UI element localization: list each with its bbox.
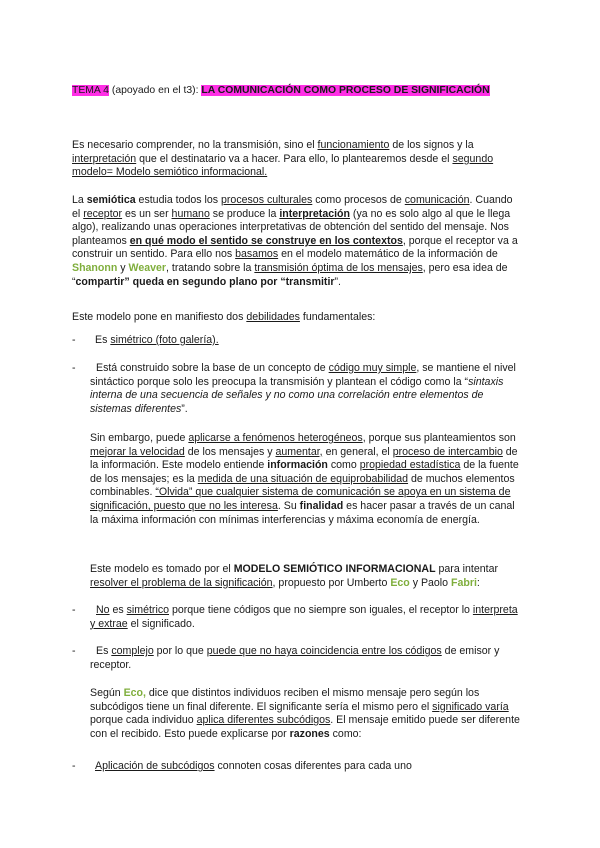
title-heading: LA COMUNICACIÓN COMO PROCESO DE SIGNIFICACIÓN	[201, 85, 490, 96]
list-item-codigo: Está construido sobre la base de un concepto de código muy simple, se mantiene el nivel sintáctico porque solo les preocupa la transmisión y plantean el código como la “sintaxis interna de una secuencia de señales y no como una correlación entre elementos de sistemas diferentes”.	[90, 362, 516, 415]
list-bullet: -	[72, 645, 76, 657]
list-item-simetrico: Es simétrico (foto galería).	[95, 334, 219, 346]
author-fabri: Fabri	[451, 576, 477, 589]
list-bullet: -	[72, 334, 76, 346]
list-item-complejo: Es complejo por lo que puede que no haya coincidencia entre los códigos de emisor y receptor.	[90, 645, 500, 671]
paragraph-intro: Es necesario comprender, no la transmisión, sino el funcionamiento de los signos y la interpretación que el destinatario va a hacer. Para ello, lo plantearemos desde el segundo modelo= Modelo semiótico informacional.	[72, 139, 494, 179]
paragraph-debilidades: Este modelo pone en manifiesto dos debilidades fundamentales:	[72, 311, 376, 323]
list-bullet: -	[72, 760, 76, 772]
title-tema: TEMA 4	[72, 85, 109, 96]
author-shanonn: Shanonn	[72, 261, 118, 274]
paragraph-semiotica: La semiótica estudia todos los procesos culturales como procesos de comunicación. Cuando el receptor es un ser humano se produce la interpretación (ya no es solo algo al que le llega algo), realizando unas operaciones interpretativas de obtención del sentido del mensaje. Nos planteamos en qué modo el sentido se construye en los contextos, porque el receptor va a construir un sentido. Para ello nos basamos en el modelo matemático de la información de Shanonn y Weaver, tratando sobre la transmisión óptima de los mensajes, pero esa idea de “compartir” queda en segundo plano por “transmitir”.	[72, 194, 518, 288]
page-title: TEMA 4 (apoyado en el t3): LA COMUNICACIÓN COMO PROCESO DE SIGNIFICACIÓN	[72, 85, 490, 96]
author-weaver: Weaver	[128, 261, 167, 274]
list-item-subcodigos: Aplicación de subcódigos connoten cosas diferentes para cada uno	[95, 760, 412, 772]
paragraph-modelo-semiotico: Este modelo es tomado por el MODELO SEMIÓTICO INFORMACIONAL para intentar resolver el problema de la significación, propuesto por Umberto Eco y Paolo Fabri:	[90, 563, 498, 589]
paragraph-sin-embargo: Sin embargo, puede aplicarse a fenómenos heterogéneos, porque sus planteamientos son mejorar la velocidad de los mensajes y aumentar, en general, el proceso de intercambio de la información. Este modelo entiende información como propiedad estadística de la fuente de los mensajes; es la medida de una situación de equiprobabilidad de muchos elementos combinables. “Olvida” que cualquier sistema de comunicación se apoya en un sistema de significación, puesto que no les interesa. Su finalidad es hacer pasar a través de un canal la máxima información con mínimas interferencias y máxima economía de energía.	[90, 432, 519, 526]
list-bullet: -	[72, 604, 76, 616]
list-bullet: -	[72, 362, 76, 374]
list-item-no-simetrico: No es simétrico porque tiene códigos que no siempre son iguales, el receptor lo interpreta y extrae el significado.	[90, 604, 518, 630]
paragraph-segun-eco: Según Eco, dice que distintos individuos reciben el mismo mensaje pero según los subcódigos tiene un final diferente. El significante sería el mismo pero el significado varía porque cada individuo aplica diferentes subcódigos. El mensaje emitido puede ser diferente con el recibido. Esto puede explicarse por razones como:	[90, 687, 520, 740]
author-eco: Eco	[390, 576, 410, 589]
author-eco-2: Eco,	[123, 687, 146, 699]
